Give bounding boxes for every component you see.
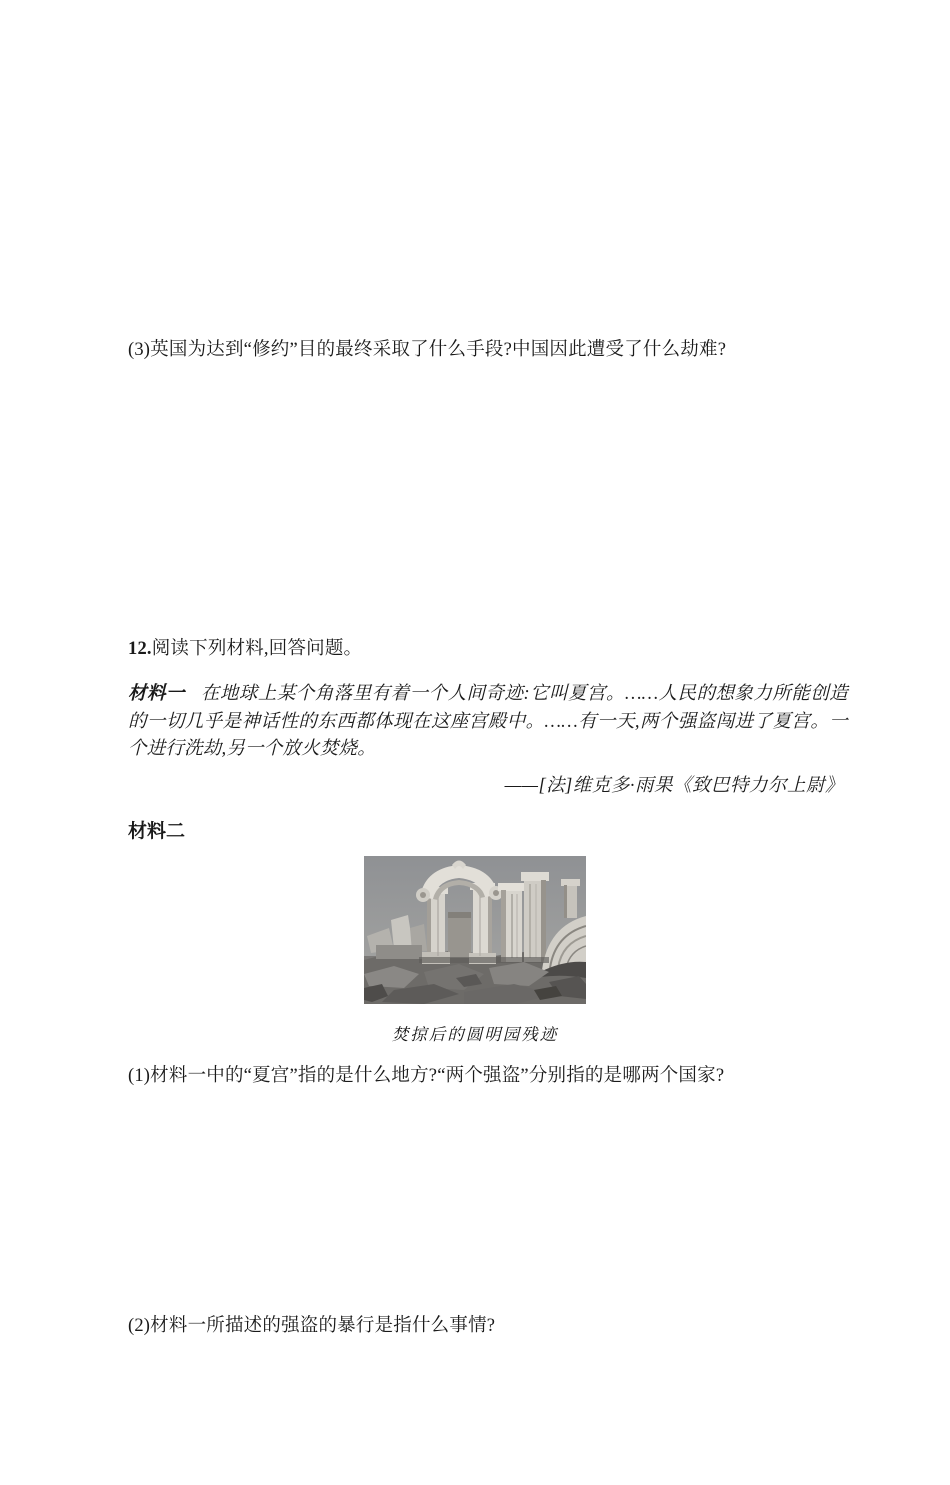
ruins-photo [364,856,586,1004]
question-1: (1)材料一中的“夏宫”指的是什么地方?“两个强盗”分别指的是哪两个国家? [128,1066,725,1086]
material-one-paragraph [128,681,848,764]
question-2: (2)材料一所描述的强盗的暴行是指什么事情? [128,1316,496,1336]
material-two-label: 材料二 [128,821,186,842]
material-one-label: 材料一 [128,684,185,704]
ruins-caption: 焚掠后的圆明园残迹 [391,1025,559,1044]
material-one-attribution: ——[法]维克多·雨果《致巴特力尔上尉》 [504,776,844,796]
ruins-figure [364,856,586,1045]
question-12-number: 12. [128,639,152,659]
material-one-text: 在地球上某个角落里有着一个人间奇迹:它叫夏宫。……人民的想象力所能创造的一切几乎是神话性的东西都体现在这座宫殿中。……有一天,两个强盗闯进了夏宫。一个进行洗劫,另一个放火焚烧。 [128,684,848,759]
question-12-text: 阅读下列材料,回答问题。 [151,639,363,659]
question-12 [128,636,843,663]
question-3: (3)英国为达到“修约”目的最终采取了什么手段?中国因此遭受了什么劫难? [128,340,727,360]
